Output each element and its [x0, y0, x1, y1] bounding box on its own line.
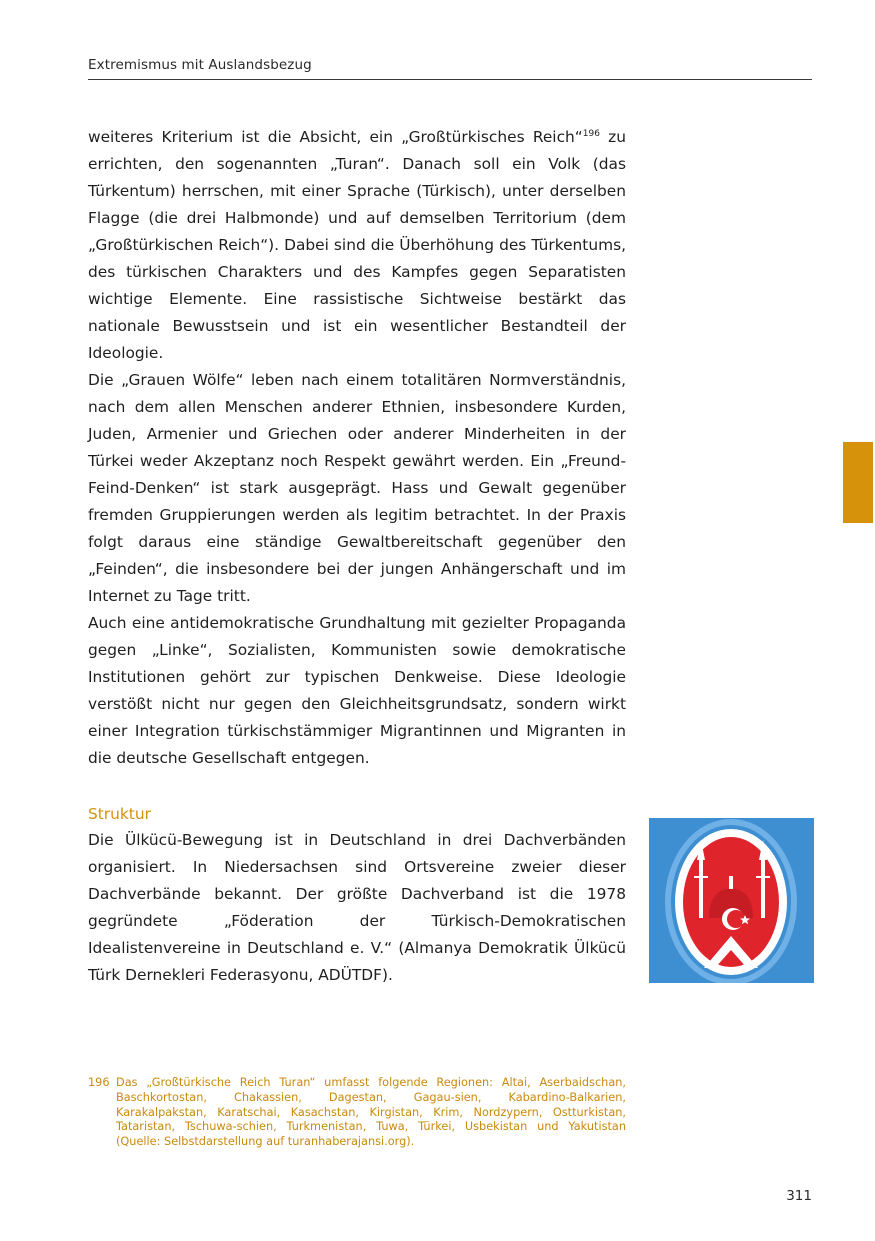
section-struktur: [88, 802, 626, 989]
paragraph-1-text-a: weiteres Kriterium ist die Absicht, ein „Großtürkisches Reich“: [88, 128, 583, 146]
header-rule: [88, 79, 812, 80]
running-header: Extremismus mit Auslandsbezug: [88, 57, 312, 73]
footnote-text: Das „Großtürkische Reich Turan“ umfasst folgende Regionen: Altai, Aserbaidschan, Baschkortostan, Chakassien, Dagestan, Gagau-sien, Kabardino-Balkarien, Karakalpakstan, Karatschai, Kasachstan, Kirgistan, Krim, Nordzypern, Ostturkistan, Tataristan, Tschuwa-schien, Turkmenistan, Tuwa, Türkei, Usbekistan und Yakutistan (Quelle: Selbstdarstellung auf turanhaberajansi.org).: [116, 1076, 626, 1149]
section-paragraph: Die Ülkücü-Bewegung ist in Deutschland in drei Dachverbänden organisiert. In Niedersachsen sind Ortsvereine zweier dieser Dachverbände bekannt. Der größte Dachverband ist die 1978 gegründete „Föderation der Türkisch-Demokratischen Idealistenvereine in Deutschland e. V.“ (Almanya Demokratik Ülkücü Türk Dernekleri Federasyonu, ADÜTDF).: [88, 831, 626, 984]
paragraph-3: Auch eine antidemokratische Grundhaltung mit gezielter Propaganda gegen „Linke“, Sozialisten, Kommunisten sowie demokratische Institutionen gehört zur typischen Denkweise. Diese Ideologie verstößt nicht nur gegen den Gleichheitsgrundsatz, sondern wirkt einer Integration türkischstämmiger Migrantinnen und Migranten in die deutsche Gesellschaft entgegen.: [88, 614, 626, 767]
footnote-number: 196: [88, 1076, 110, 1089]
chapter-tab-marker: [843, 442, 873, 523]
paragraph-1: [88, 124, 626, 367]
main-text: [88, 124, 626, 772]
mosque-crescent-star-emblem-icon: [649, 818, 814, 983]
footnote: [88, 1076, 626, 1150]
paragraph-2: Die „Grauen Wölfe“ leben nach einem totalitären Normverständnis, nach dem allen Menschen anderer Ethnien, insbesondere Kurden, Juden, Armenier und Griechen oder anderer Minderheiten in der Türkei weder Akzeptanz noch Respekt gewährt werden. Ein „Freund-Feind-Denken“ ist stark ausgeprägt. Hass und Gewalt gegenüber fremden Gruppierungen werden als legitim betrachtet. In der Praxis folgt daraus eine ständige Gewaltbereitschaft gegenüber den „Feinden“, die insbesondere bei der jungen Anhängerschaft und im Internet zu Tage tritt.: [88, 371, 626, 605]
section-heading: Struktur: [88, 805, 151, 823]
paragraph-1-text-b: zu errichten, den sogenannten „Turan“. Danach soll ein Volk (das Türkentum) herrschen, mit einer Sprache (Türkisch), unter derselben Flagge (die drei Halbmonde) und auf demselben Territorium (dem „Großtürkischen Reich“). Dabei sind die Überhöhung des Türkentums, des türkischen Charakters und des Kampfes gegen Separatisten wichtige Elemente. Eine rassistische Sichtweise bestärkt das nationale Bewusstsein und ist ein wesentlicher Bestandteil der Ideologie.: [88, 128, 626, 362]
footnote-reference[interactable]: 196: [582, 128, 600, 139]
page-number: 311: [786, 1188, 812, 1204]
